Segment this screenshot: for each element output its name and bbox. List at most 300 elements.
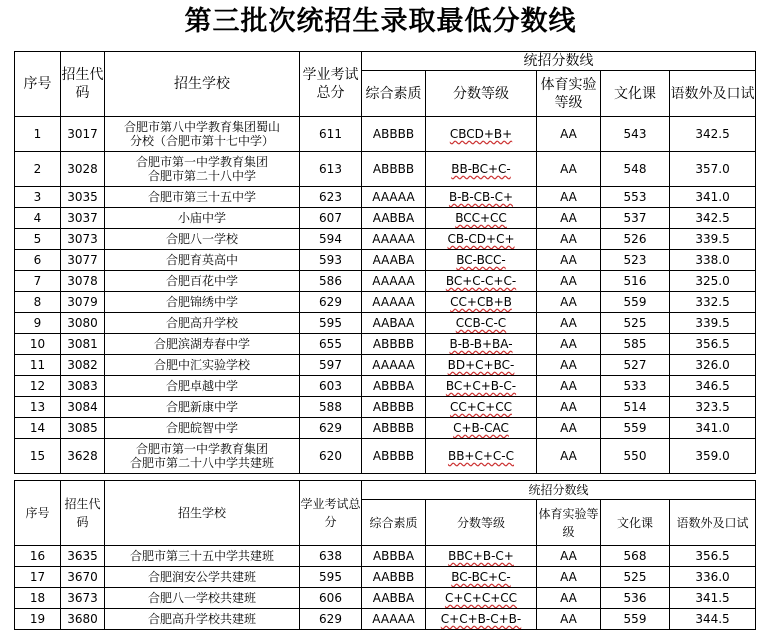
row-comprehensive-text: ABBBB xyxy=(372,421,415,435)
row-culture xyxy=(601,418,670,439)
row-comprehensive xyxy=(362,397,426,418)
row-culture-text: 536 xyxy=(623,591,647,605)
row-lang-text: 359.0 xyxy=(695,449,730,463)
row-pe-text: AA xyxy=(560,570,577,584)
row-grade-text: BC-BCC- xyxy=(456,253,506,267)
row-seq-text: 16 xyxy=(29,549,46,563)
header-grade: 分数等级 xyxy=(426,71,537,117)
row-code-text: 3084 xyxy=(67,400,98,414)
table-row xyxy=(15,418,756,439)
table-row xyxy=(15,609,756,630)
row-seq-text: 3 xyxy=(33,190,42,204)
row-lang xyxy=(670,355,756,376)
row-total-text: 607 xyxy=(319,211,342,225)
row-lang xyxy=(670,292,756,313)
row-grade xyxy=(426,271,537,292)
row-pe xyxy=(537,609,601,630)
row-lang xyxy=(670,397,756,418)
row-school xyxy=(105,187,300,208)
row-seq xyxy=(15,208,61,229)
row-code xyxy=(61,609,105,630)
row-seq xyxy=(15,117,61,152)
row-lang xyxy=(670,439,756,474)
row-comprehensive-text: AABBB xyxy=(372,570,415,584)
row-grade xyxy=(426,439,537,474)
row-grade-text: BCC+CC xyxy=(455,211,507,225)
row-school-text: 合肥百花中学 xyxy=(165,274,238,288)
row-comprehensive xyxy=(362,187,426,208)
row-comprehensive xyxy=(362,546,426,567)
row-code-text: 3081 xyxy=(67,337,98,351)
row-code-text: 3680 xyxy=(67,612,98,626)
row-code xyxy=(61,546,105,567)
row-total-text: 611 xyxy=(319,127,342,141)
row-culture xyxy=(601,229,670,250)
row-code-text: 3083 xyxy=(67,379,98,393)
row-pe-text: AA xyxy=(560,316,577,330)
row-school xyxy=(105,250,300,271)
row-culture-text: 585 xyxy=(623,337,647,351)
row-pe-text: AA xyxy=(560,162,577,176)
row-code xyxy=(61,567,105,588)
row-code xyxy=(61,588,105,609)
row-code-text: 3079 xyxy=(67,295,98,309)
row-pe xyxy=(537,208,601,229)
row-comprehensive xyxy=(362,609,426,630)
row-pe xyxy=(537,187,601,208)
row-culture-text: 516 xyxy=(623,274,647,288)
row-seq-text: 12 xyxy=(29,379,46,393)
row-school-text: 合肥中汇实验学校 xyxy=(153,358,250,372)
row-grade xyxy=(426,187,537,208)
row-total xyxy=(300,271,362,292)
row-total xyxy=(300,292,362,313)
row-seq-text: 2 xyxy=(33,162,42,176)
school-line-2: 合肥市第二十八中学 xyxy=(147,169,256,183)
row-school-text: 小庙中学 xyxy=(177,211,226,225)
row-seq xyxy=(15,313,61,334)
row-grade-text: CC+CB+B xyxy=(450,295,512,309)
row-grade-text: BC+C+B-C- xyxy=(445,379,517,393)
row-total-text: 606 xyxy=(319,591,342,605)
row-lang-text: 342.5 xyxy=(695,127,730,141)
table-row xyxy=(15,292,756,313)
row-comprehensive-text: ABBBA xyxy=(372,549,415,563)
row-grade-text: CC+C+CC xyxy=(449,400,512,414)
row-pe-text: AA xyxy=(560,253,577,267)
row-comprehensive-text: ABBBB xyxy=(372,127,415,141)
row-grade xyxy=(426,208,537,229)
row-lang-text: 326.0 xyxy=(695,358,730,372)
row-total xyxy=(300,152,362,187)
row-grade xyxy=(426,229,537,250)
row-culture xyxy=(601,567,670,588)
row-grade-text: C+C+B-C+B- xyxy=(440,612,522,626)
row-code-text: 3035 xyxy=(67,190,98,204)
row-school xyxy=(105,418,300,439)
row-seq xyxy=(15,418,61,439)
row-total-text: 595 xyxy=(319,316,342,330)
row-culture-text: 568 xyxy=(623,549,647,563)
table-row xyxy=(15,187,756,208)
row-code-text: 3635 xyxy=(67,549,98,563)
row-comprehensive-text: AAAAA xyxy=(372,295,415,309)
header-school: 招生学校 xyxy=(105,52,300,117)
row-comprehensive-text: AABBA xyxy=(372,591,415,605)
row-total-text: 655 xyxy=(319,337,342,351)
row-grade xyxy=(426,117,537,152)
school-line-1: 合肥市第八中学教育集团蜀山 xyxy=(123,120,280,134)
row-pe xyxy=(537,229,601,250)
school-line-1: 合肥市第一中学教育集团 xyxy=(135,155,268,169)
row-code xyxy=(61,292,105,313)
row-school-text: 合肥卓越中学 xyxy=(165,379,238,393)
row-school-text: 合肥锦绣中学 xyxy=(165,295,238,309)
row-pe xyxy=(537,355,601,376)
row-culture xyxy=(601,397,670,418)
row-grade-text: CBCD+B+ xyxy=(449,127,513,141)
row-seq xyxy=(15,271,61,292)
row-seq-text: 14 xyxy=(29,421,46,435)
row-comprehensive xyxy=(362,250,426,271)
row-comprehensive xyxy=(362,292,426,313)
row-total xyxy=(300,250,362,271)
page-title: 第三批次统招生录取最低分数线 xyxy=(184,6,577,37)
row-culture-text: 548 xyxy=(623,162,647,176)
row-grade xyxy=(426,152,537,187)
row-school xyxy=(105,355,300,376)
row-culture xyxy=(601,250,670,271)
row-school xyxy=(105,397,300,418)
row-culture xyxy=(601,376,670,397)
row-code-text: 3028 xyxy=(67,162,98,176)
row-grade xyxy=(426,418,537,439)
row-code-text: 3628 xyxy=(67,449,98,463)
header-culture: 文化课 xyxy=(601,500,670,546)
row-total xyxy=(300,588,362,609)
row-culture xyxy=(601,609,670,630)
row-comprehensive-text: AABBA xyxy=(372,211,415,225)
header-group: 统招分数线 xyxy=(362,52,756,71)
row-code-text: 3017 xyxy=(67,127,98,141)
row-seq-text: 1 xyxy=(33,127,42,141)
row-culture-text: 523 xyxy=(623,253,647,267)
row-code xyxy=(61,439,105,474)
row-lang xyxy=(670,208,756,229)
row-pe-text: AA xyxy=(560,421,577,435)
row-pe xyxy=(537,376,601,397)
row-seq-text: 11 xyxy=(29,358,46,372)
header-comprehensive: 综合素质 xyxy=(362,71,426,117)
row-comprehensive xyxy=(362,208,426,229)
row-pe xyxy=(537,439,601,474)
header-lang: 语数外及口试 xyxy=(670,500,756,546)
row-code xyxy=(61,208,105,229)
row-seq-text: 13 xyxy=(29,400,46,414)
row-culture xyxy=(601,152,670,187)
row-grade xyxy=(426,334,537,355)
row-grade xyxy=(426,588,537,609)
row-code xyxy=(61,187,105,208)
row-pe-text: AA xyxy=(560,612,577,626)
row-pe-text: AA xyxy=(560,449,577,463)
row-seq xyxy=(15,250,61,271)
row-lang xyxy=(670,187,756,208)
row-pe xyxy=(537,567,601,588)
row-lang xyxy=(670,117,756,152)
row-code-text: 3073 xyxy=(67,232,98,246)
row-code xyxy=(61,117,105,152)
table-row xyxy=(15,355,756,376)
row-grade xyxy=(426,397,537,418)
row-seq-text: 6 xyxy=(33,253,42,267)
row-pe-text: AA xyxy=(560,274,577,288)
row-comprehensive-text: ABBBB xyxy=(372,400,415,414)
row-comprehensive xyxy=(362,588,426,609)
row-seq-text: 19 xyxy=(29,612,46,626)
row-comprehensive-text: AAAAA xyxy=(372,612,415,626)
row-culture-text: 559 xyxy=(623,295,647,309)
row-pe-text: AA xyxy=(560,127,577,141)
row-total xyxy=(300,609,362,630)
row-seq-text: 10 xyxy=(29,337,46,351)
row-total xyxy=(300,376,362,397)
table-row xyxy=(15,250,756,271)
school-line-1: 合肥市第一中学教育集团 xyxy=(135,442,268,456)
row-grade xyxy=(426,376,537,397)
row-pe xyxy=(537,397,601,418)
row-grade xyxy=(426,355,537,376)
row-lang-text: 356.5 xyxy=(695,337,730,351)
table-row xyxy=(15,117,756,152)
row-comprehensive xyxy=(362,117,426,152)
row-school xyxy=(105,609,300,630)
row-seq xyxy=(15,355,61,376)
header-pe: 体育实验等级 xyxy=(537,500,601,546)
row-comprehensive-text: ABBBB xyxy=(372,337,415,351)
row-comprehensive xyxy=(362,334,426,355)
row-pe-text: AA xyxy=(560,591,577,605)
row-seq xyxy=(15,376,61,397)
row-seq xyxy=(15,609,61,630)
row-culture-text: 525 xyxy=(623,570,647,584)
row-seq xyxy=(15,439,61,474)
row-total xyxy=(300,229,362,250)
row-grade xyxy=(426,250,537,271)
row-lang-text: 332.5 xyxy=(695,295,730,309)
row-grade xyxy=(426,609,537,630)
row-total-text: 613 xyxy=(319,162,342,176)
row-total-text: 629 xyxy=(319,612,342,626)
row-culture-text: 559 xyxy=(623,421,647,435)
row-total xyxy=(300,208,362,229)
row-culture-text: 553 xyxy=(623,190,647,204)
row-pe-text: AA xyxy=(560,295,577,309)
row-lang-text: 338.0 xyxy=(695,253,730,267)
row-culture-text: 527 xyxy=(623,358,647,372)
row-comprehensive xyxy=(362,355,426,376)
row-school-text: 合肥市第三十五中学 xyxy=(147,190,256,204)
row-comprehensive-text: ABBBB xyxy=(372,449,415,463)
table-row xyxy=(15,376,756,397)
row-lang-text: 339.5 xyxy=(695,316,730,330)
row-comprehensive-text: AAAAA xyxy=(372,358,415,372)
row-grade-text: CCB-C-C xyxy=(455,316,507,330)
row-seq-text: 4 xyxy=(33,211,42,225)
row-code-text: 3077 xyxy=(67,253,98,267)
table-row xyxy=(15,271,756,292)
row-seq-text: 18 xyxy=(29,591,46,605)
row-school-text: 合肥高升学校 xyxy=(165,316,238,330)
row-lang xyxy=(670,334,756,355)
row-total-text: 593 xyxy=(319,253,342,267)
header-code: 招生代码 xyxy=(61,481,105,546)
row-lang xyxy=(670,250,756,271)
row-total-text: 623 xyxy=(319,190,342,204)
row-lang xyxy=(670,271,756,292)
row-school xyxy=(105,334,300,355)
row-code xyxy=(61,271,105,292)
row-code xyxy=(61,313,105,334)
row-seq xyxy=(15,546,61,567)
row-culture-text: 526 xyxy=(623,232,647,246)
row-total xyxy=(300,546,362,567)
row-comprehensive xyxy=(362,229,426,250)
row-seq xyxy=(15,187,61,208)
row-code-text: 3673 xyxy=(67,591,98,605)
row-comprehensive-text: ABBBB xyxy=(372,162,415,176)
row-grade xyxy=(426,567,537,588)
row-grade xyxy=(426,313,537,334)
row-lang xyxy=(670,609,756,630)
header-culture: 文化课 xyxy=(601,71,670,117)
row-culture-text: 559 xyxy=(623,612,647,626)
row-code-text: 3080 xyxy=(67,316,98,330)
row-pe xyxy=(537,313,601,334)
row-lang xyxy=(670,376,756,397)
row-code xyxy=(61,250,105,271)
row-culture xyxy=(601,271,670,292)
row-total xyxy=(300,397,362,418)
row-school xyxy=(105,588,300,609)
row-grade-text: BB+C+C-C xyxy=(447,449,515,463)
row-school-text: 合肥润安公学共建班 xyxy=(147,570,256,584)
row-comprehensive xyxy=(362,376,426,397)
row-school xyxy=(105,376,300,397)
row-seq xyxy=(15,588,61,609)
row-school-text: 合肥市第三十五中学共建班 xyxy=(129,549,274,563)
row-code xyxy=(61,334,105,355)
row-total-text: 638 xyxy=(319,549,342,563)
row-total xyxy=(300,334,362,355)
row-pe xyxy=(537,588,601,609)
row-comprehensive-text: AAAAA xyxy=(372,232,415,246)
row-culture xyxy=(601,588,670,609)
row-total-text: 597 xyxy=(319,358,342,372)
row-pe-text: AA xyxy=(560,400,577,414)
header-grade: 分数等级 xyxy=(426,500,537,546)
row-code-text: 3082 xyxy=(67,358,98,372)
row-code-text: 3078 xyxy=(67,274,98,288)
row-seq-text: 7 xyxy=(33,274,42,288)
table-row xyxy=(15,313,756,334)
row-culture xyxy=(601,546,670,567)
row-lang-text: 356.5 xyxy=(695,549,730,563)
row-culture xyxy=(601,208,670,229)
row-comprehensive-text: AAAAA xyxy=(372,274,415,288)
row-culture-text: 533 xyxy=(623,379,647,393)
row-pe xyxy=(537,117,601,152)
row-seq xyxy=(15,397,61,418)
table-row xyxy=(15,397,756,418)
row-lang xyxy=(670,418,756,439)
table-row xyxy=(15,334,756,355)
row-pe xyxy=(537,418,601,439)
header-lang: 语数外及口试 xyxy=(670,71,756,117)
row-total-text: 629 xyxy=(319,421,342,435)
header-comprehensive: 综合素质 xyxy=(362,500,426,546)
header-code: 招生代码 xyxy=(61,52,105,117)
row-total xyxy=(300,187,362,208)
row-grade-text: C+B-CAC xyxy=(453,421,509,435)
row-culture-text: 543 xyxy=(623,127,647,141)
row-pe-text: AA xyxy=(560,190,577,204)
row-school xyxy=(105,117,300,152)
row-seq-text: 15 xyxy=(29,449,46,463)
row-comprehensive xyxy=(362,271,426,292)
row-pe xyxy=(537,334,601,355)
row-school xyxy=(105,152,300,187)
row-grade-text: C+C+C+CC xyxy=(444,591,518,605)
row-lang-text: 323.5 xyxy=(695,400,730,414)
row-lang-text: 346.5 xyxy=(695,379,730,393)
row-seq xyxy=(15,292,61,313)
row-culture xyxy=(601,334,670,355)
row-seq xyxy=(15,229,61,250)
row-code xyxy=(61,376,105,397)
row-pe xyxy=(537,152,601,187)
table-row xyxy=(15,439,756,474)
row-lang-text: 357.0 xyxy=(695,162,730,176)
row-comprehensive-text: AAAAA xyxy=(372,190,415,204)
row-pe-text: AA xyxy=(560,549,577,563)
row-school-text: 合肥皖智中学 xyxy=(165,421,238,435)
school-line-2: 合肥市第二十八中学共建班 xyxy=(129,456,274,470)
row-grade xyxy=(426,292,537,313)
row-comprehensive xyxy=(362,439,426,474)
row-culture xyxy=(601,313,670,334)
row-seq-text: 9 xyxy=(33,316,42,330)
row-pe-text: AA xyxy=(560,232,577,246)
row-culture-text: 550 xyxy=(623,449,647,463)
table-row xyxy=(15,588,756,609)
row-lang xyxy=(670,588,756,609)
row-code xyxy=(61,418,105,439)
row-pe xyxy=(537,546,601,567)
row-total-text: 588 xyxy=(319,400,342,414)
row-lang-text: 341.0 xyxy=(695,190,730,204)
row-code xyxy=(61,152,105,187)
header-total: 学业考试总分 xyxy=(300,52,362,117)
table-row xyxy=(15,152,756,187)
row-culture-text: 514 xyxy=(623,400,647,414)
row-total xyxy=(300,439,362,474)
header-group: 统招分数线 xyxy=(362,481,756,500)
row-comprehensive-text: AABAA xyxy=(372,316,415,330)
row-grade-text: CB-CD+C+ xyxy=(447,232,515,246)
row-grade-text: BD+C+BC- xyxy=(447,358,515,372)
row-lang xyxy=(670,546,756,567)
